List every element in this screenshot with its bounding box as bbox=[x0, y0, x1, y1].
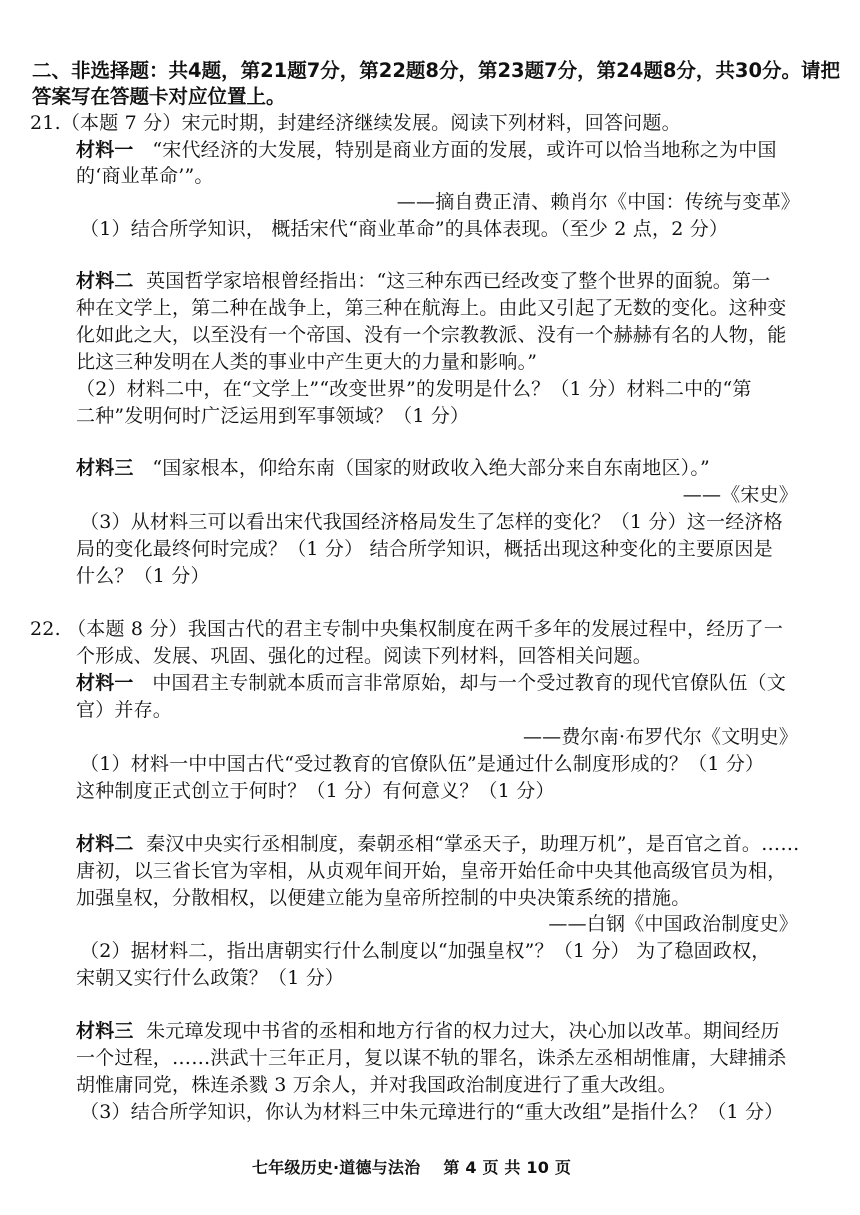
q21-material1-text1: “宋代经济的大发展，特别是商业方面的发展，或许可以恰当地称之为中国 bbox=[152, 139, 777, 161]
q22-material2-line1 bbox=[76, 831, 800, 857]
q21-question-2-line2: 二种”发明何时广泛运用到军事领域？（1 分） bbox=[76, 405, 470, 427]
q22-question-1-line1: （1）材料一中中国古代“受过教育的官僚队伍”是通过什么制度形成的？（1 分） bbox=[80, 753, 765, 775]
q21-material2-line1 bbox=[76, 268, 770, 294]
footer bbox=[252, 1155, 571, 1181]
q22-question-3: （3）结合所学知识，你认为材料三中朱元璋进行的“重大改组”是指什么？（1 分） bbox=[80, 1101, 784, 1123]
footer-page-number: 第 4 页 共 10 页 bbox=[443, 1158, 572, 1177]
q22-material1-line1 bbox=[76, 670, 786, 696]
q22-material1-text1: 中国君主专制就本质而言非常原始，却与一个受过教育的现代官僚队伍（文 bbox=[152, 672, 786, 694]
q21-question-1: （1）结合所学知识， 概括宋代“商业革命”的具体表现。（至少 2 点，2 分） bbox=[80, 218, 729, 240]
q21-question-3-line1: （3）从材料三可以看出宋代我国经济格局发生了怎样的变化？（1 分）这一经济格 bbox=[80, 511, 783, 533]
q21-question-3-line3: 什么？（1 分） bbox=[76, 565, 210, 587]
q22-intro-line2: 个形成、发展、巩固、强化的过程。阅读下列材料，回答相关问题。 bbox=[76, 645, 653, 667]
q22-material2-label: 材料二 bbox=[76, 833, 134, 855]
q22-material3-text3: 胡惟庸同党，株连杀戮 3 万余人，并对我国政治制度进行了重大改组。 bbox=[76, 1074, 677, 1096]
q22-question-2-line2: 宋朝又实行什么政策？（1 分） bbox=[76, 967, 345, 989]
footer-subject: 七年级历史·道德与法治 bbox=[252, 1158, 421, 1177]
q21-question-3-line2: 局的变化最终何时完成？（1 分） 结合所学知识，概括出现这种变化的主要原因是 bbox=[76, 538, 773, 560]
q22-material3-text2: 一个过程，……洪武十三年正月，复以谋不轨的罪名，诛杀左丞相胡惟庸，大肆捕杀 bbox=[76, 1047, 787, 1069]
q21-material1-label: 材料一 bbox=[76, 139, 134, 161]
q22-material1-source: ——费尔南·布罗代尔《文明史》 bbox=[522, 726, 798, 748]
q22-material1-label: 材料一 bbox=[76, 672, 134, 694]
section-header-line-1: 二、非选择题：共4题，第21题7分，第22题8分，第23题7分，第24题8分，共30分。请把 bbox=[32, 59, 841, 82]
q22-material3-label: 材料三 bbox=[76, 1020, 134, 1042]
q22-material2-text2: 唐初，以三省长官为宰相，从贞观年间开始，皇帝开始任命中央其他高级官员为相， bbox=[76, 860, 787, 882]
q21-material1-text2: 的‘商业革命’”。 bbox=[76, 165, 214, 187]
q22-material3-text1: 朱元璋发现中书省的丞相和地方行省的权力过大，决心加以改革。期间经历 bbox=[146, 1020, 780, 1042]
q21-material2-text2: 种在文学上，第二种在战争上，第三种在航海上。由此又引起了无数的变化。这种变 bbox=[76, 297, 787, 319]
q21-question-2-line1: （2）材料二中，在“文学上”“改变世界”的发明是什么？（1 分）材料二中的“第 bbox=[76, 378, 752, 400]
q21-material2-text3: 化如此之大，以至没有一个帝国、没有一个宗教教派、没有一个赫赫有名的人物，能 bbox=[76, 324, 787, 346]
q22-question-2-line1: （2）据材料二，指出唐朝实行什么制度以“加强皇权”？（1 分） 为了稳固政权， bbox=[80, 940, 771, 962]
q22-material2-source: ——白钢《中国政治制度史》 bbox=[548, 913, 798, 935]
q21-material1-line1 bbox=[76, 137, 777, 163]
q21-material2-text4: 比这三种发明在人类的事业中产生更大的力量和影响。” bbox=[76, 351, 538, 373]
q22-intro-line1: 22. （本题 8 分）我国古代的君主专制中央集权制度在两千多年的发展过程中，经历了一 bbox=[30, 618, 784, 640]
q22-material2-text3: 加强皇权，分散相权，以便建立能为皇帝所控制的中央决策系统的措施。 bbox=[76, 887, 691, 909]
q21-material1-source: ——摘自费正清、赖肖尔《中国：传统与变革》 bbox=[396, 191, 800, 213]
section-header-line-2: 答案写在答题卡对应位置上。 bbox=[32, 85, 286, 108]
q22-material1-text2: 官）并存。 bbox=[76, 699, 173, 721]
q21-material3-text: “国家根本，仰给东南（国家的财政收入绝大部分来自东南地区）。” bbox=[152, 457, 710, 479]
q22-material3-line1 bbox=[76, 1018, 780, 1044]
q21-material3-label: 材料三 bbox=[76, 457, 134, 479]
q21-material3-source: ——《宋史》 bbox=[682, 484, 798, 506]
q21-material2-label: 材料二 bbox=[76, 270, 134, 292]
q22-question-1-line2: 这种制度正式创立于何时？（1 分）有何意义？（1 分） bbox=[76, 780, 555, 802]
q22-material2-text1: 秦汉中央实行丞相制度，秦朝丞相“掌丞天子，助理万机”，是百官之首。…… bbox=[146, 833, 800, 855]
q21-material3-line bbox=[76, 455, 710, 481]
q21-material2-text1: 英国哲学家培根曾经指出：“这三种东西已经改变了整个世界的面貌。第一 bbox=[146, 270, 771, 292]
q21-intro: 21.（本题 7 分）宋元时期，封建经济继续发展。阅读下列材料，回答问题。 bbox=[30, 112, 681, 134]
